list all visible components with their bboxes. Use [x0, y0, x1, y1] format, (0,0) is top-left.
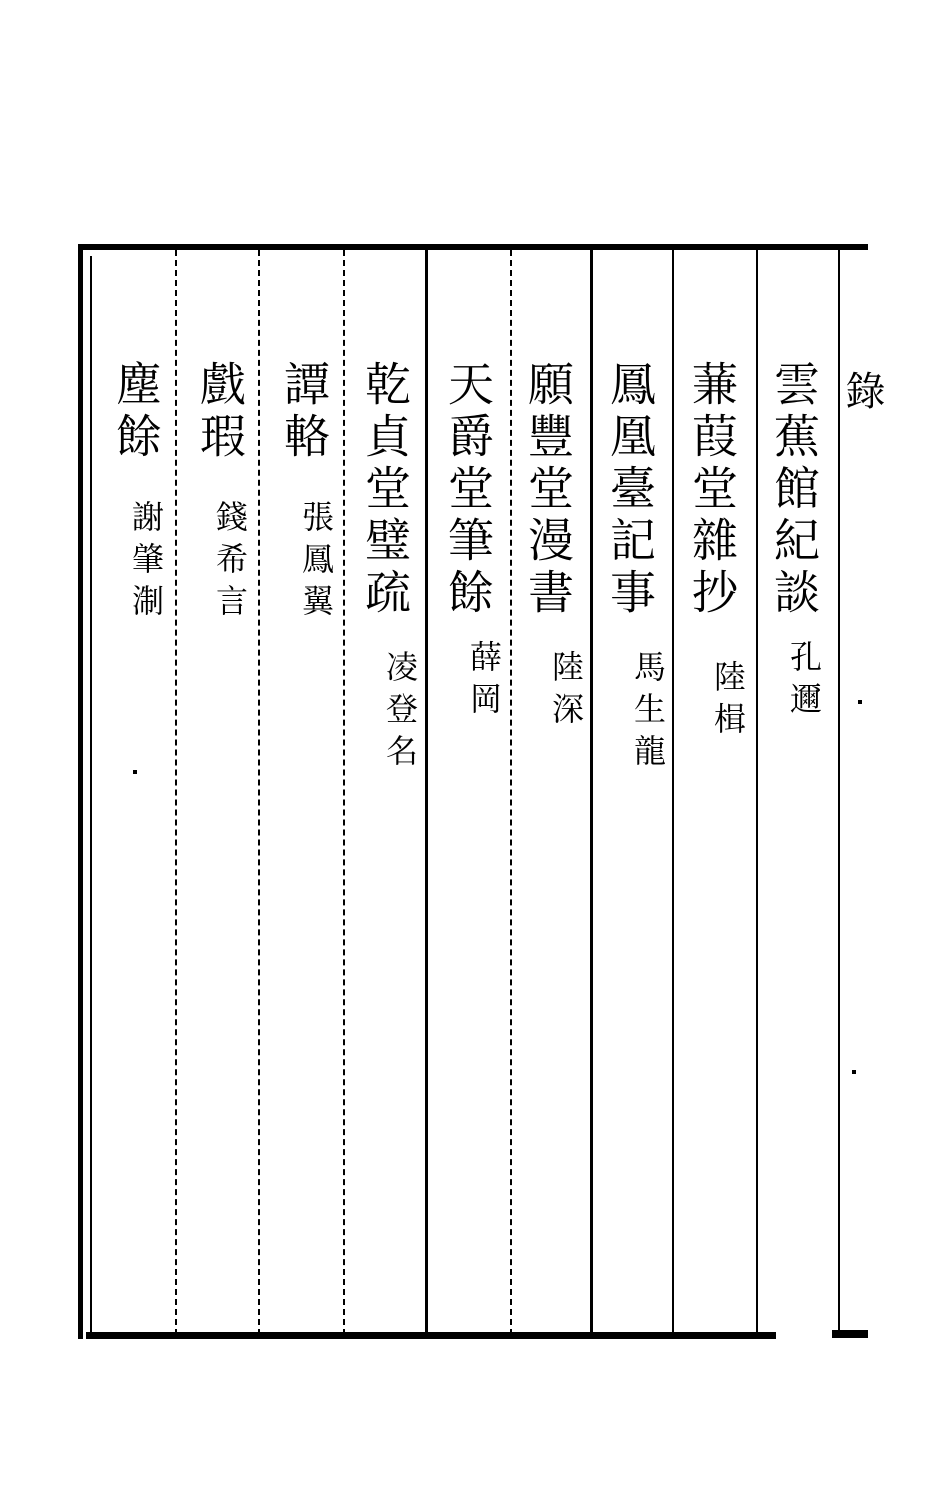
- entry-title: 願豐堂漫書: [521, 360, 575, 620]
- entry-title: 鳳凰臺記事: [603, 360, 657, 620]
- column-divider: [258, 250, 260, 1335]
- column-divider: [756, 250, 758, 1335]
- entry-author: 錢希言: [211, 500, 249, 626]
- column-divider: [838, 250, 840, 1335]
- entry-title: 雲蕉館紀談: [767, 360, 821, 620]
- column-divider: [672, 250, 674, 1335]
- column-divider: [590, 250, 593, 1335]
- header-fragment: 錄: [839, 370, 885, 410]
- entry-title: 譚輅: [277, 360, 331, 464]
- entry-title: 戲瑕: [193, 360, 247, 464]
- entry-author: 陸楫: [709, 660, 747, 744]
- entry-author: 薛岡: [465, 640, 503, 724]
- ink-mark: [858, 700, 862, 704]
- entry-author: 凌登名: [381, 650, 419, 776]
- frame-left-border: [78, 244, 83, 1339]
- column-divider: [425, 250, 428, 1335]
- entry-author: 孔邇: [785, 640, 823, 724]
- entry-author: 張鳳翼: [297, 500, 335, 626]
- entry-title: 乾貞堂璧疏: [358, 360, 412, 620]
- column-divider: [175, 250, 177, 1335]
- frame-top-border: [78, 244, 868, 250]
- entry-title: 天爵堂筆餘: [441, 360, 495, 620]
- ink-mark: [133, 770, 137, 774]
- column-divider: [510, 250, 512, 1335]
- column-divider: [343, 250, 345, 1335]
- entry-author: 謝肇淛: [127, 500, 165, 626]
- frame-left-inner-border: [90, 256, 92, 1336]
- entry-author: 馬生龍: [629, 650, 667, 776]
- ink-mark: [852, 1070, 856, 1074]
- entry-title: 蒹葭堂雜抄: [685, 360, 739, 620]
- entry-author: 陸深: [547, 650, 585, 734]
- entry-title: 塵餘: [109, 360, 163, 464]
